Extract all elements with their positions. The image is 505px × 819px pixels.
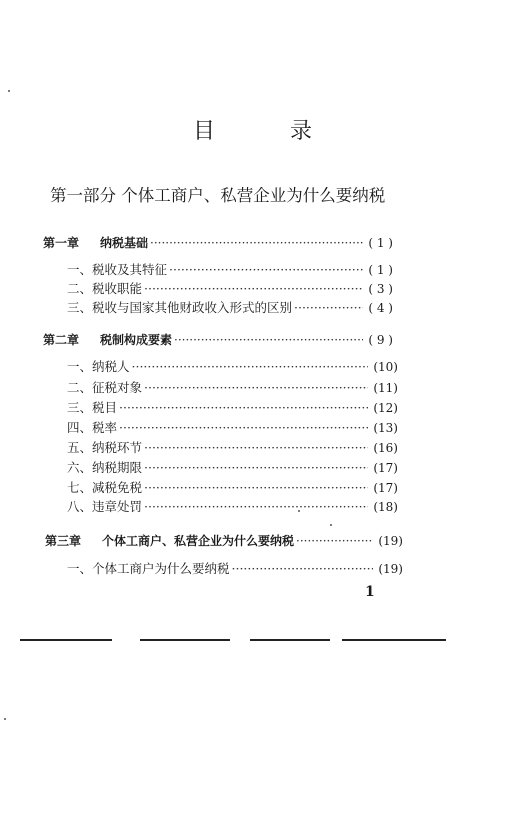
- toc-section[interactable]: [67, 281, 393, 297]
- section-title: 二、税收职能: [67, 281, 143, 296]
- toc-section[interactable]: [67, 262, 393, 278]
- chapter-title: 纳税基础: [100, 236, 149, 250]
- section-title: 三、税目: [67, 400, 118, 415]
- page-number: (13): [373, 421, 398, 435]
- page-number: (16): [373, 441, 398, 455]
- section-title: 三、税收与国家其他财政收入形式的区别: [67, 300, 293, 315]
- toc-section[interactable]: [67, 359, 398, 375]
- toc-section[interactable]: [67, 460, 398, 476]
- section-title: 五、纳税环节: [67, 440, 143, 455]
- scan-speck: [8, 90, 10, 92]
- chapter-number: 第三章: [45, 534, 82, 548]
- dot-leader: [150, 235, 363, 251]
- page-number: ( 9 ): [368, 333, 393, 347]
- toc-section[interactable]: [67, 440, 398, 456]
- folio: 1: [365, 584, 375, 600]
- toc-section[interactable]: [67, 499, 398, 515]
- dot-leader: [144, 380, 368, 396]
- toc-section[interactable]: [67, 380, 398, 396]
- toc-chapter-2[interactable]: [43, 332, 393, 348]
- dot-leader: [294, 300, 363, 316]
- toc-section[interactable]: [67, 480, 398, 496]
- bottom-rule: [140, 639, 230, 641]
- part-title: 第一部分 个体工商户、私营企业为什么要纳税: [50, 186, 386, 205]
- chapter-number: 第二章: [43, 333, 80, 347]
- page-number: (17): [373, 481, 398, 495]
- bottom-rule: [20, 639, 112, 641]
- page-title: 目 录: [193, 119, 346, 144]
- dot-leader: [174, 332, 363, 348]
- section-title: 六、纳税期限: [67, 460, 143, 475]
- page-number: ( 4 ): [368, 301, 393, 315]
- section-title: 八、违章处罚: [67, 499, 143, 514]
- dot-leader: [296, 533, 373, 549]
- page-number: (10): [373, 360, 398, 374]
- chapter-number: 第一章: [43, 236, 80, 250]
- section-title: 二、征税对象: [67, 380, 143, 395]
- page-number: ( 3 ): [368, 282, 393, 296]
- scan-speck: [4, 718, 6, 720]
- page-number: (19): [378, 562, 403, 576]
- dot-leader: [169, 262, 363, 278]
- dot-leader: [144, 440, 368, 456]
- dot-leader: [144, 480, 368, 496]
- dot-leader: [119, 420, 368, 436]
- page-number: (11): [373, 381, 398, 395]
- section-title: 四、税率: [67, 420, 118, 435]
- section-title: 一、税收及其特征: [67, 262, 168, 277]
- toc-section[interactable]: [67, 561, 403, 577]
- page-number: (17): [373, 461, 398, 475]
- page-number: (12): [373, 401, 398, 415]
- scan-speck: [330, 524, 332, 526]
- page-number: (18): [373, 500, 398, 514]
- dot-leader: [232, 561, 373, 577]
- toc-section[interactable]: [67, 420, 398, 436]
- scan-speck: [298, 510, 300, 512]
- dot-leader: [144, 499, 368, 515]
- bottom-rule: [250, 639, 330, 641]
- page-number: (19): [378, 534, 403, 548]
- dot-leader: [144, 281, 363, 297]
- toc-section[interactable]: [67, 400, 398, 416]
- section-title: 一、纳税人: [67, 359, 130, 374]
- dot-leader: [119, 400, 368, 416]
- page-number: ( 1 ): [368, 236, 393, 250]
- dot-leader: [132, 359, 368, 375]
- toc-section[interactable]: [67, 300, 393, 316]
- toc-chapter-1[interactable]: [43, 235, 393, 251]
- chapter-title: 个体工商户、私营企业为什么要纳税: [102, 534, 295, 548]
- dot-leader: [144, 460, 368, 476]
- section-title: 七、减税免税: [67, 480, 143, 495]
- page-number: ( 1 ): [368, 263, 393, 277]
- toc-chapter-3[interactable]: [45, 533, 403, 549]
- chapter-title: 税制构成要素: [100, 333, 173, 347]
- bottom-rule: [342, 639, 446, 641]
- section-title: 一、个体工商户为什么要纳税: [67, 561, 230, 576]
